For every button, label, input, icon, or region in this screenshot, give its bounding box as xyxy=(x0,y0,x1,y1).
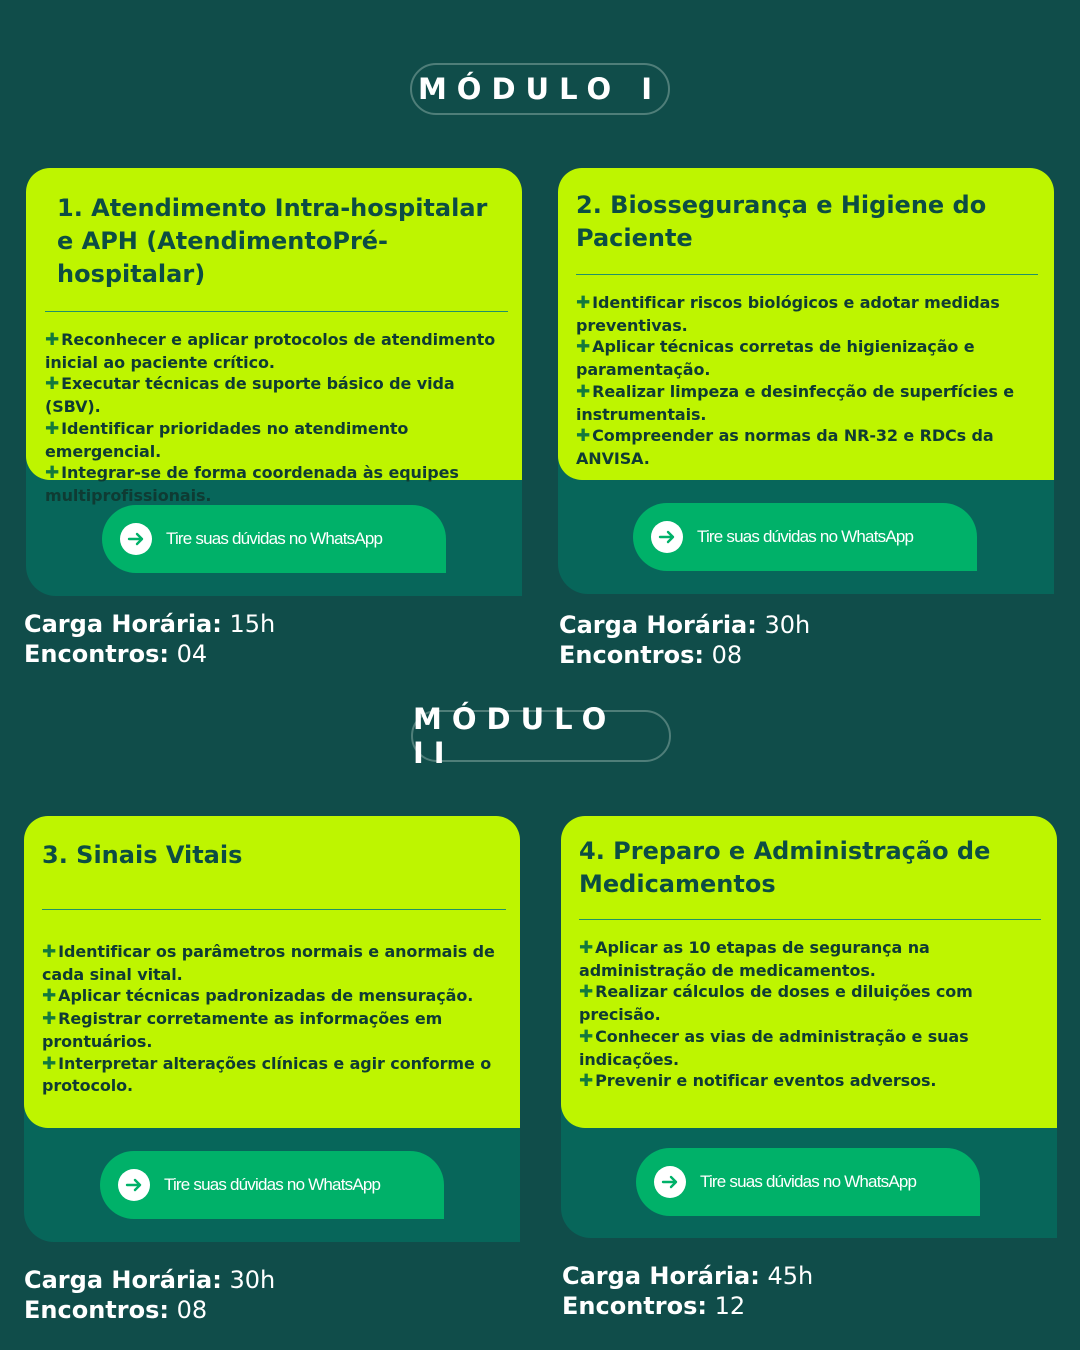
list-item: ✚ Prevenir e notificar eventos adversos. xyxy=(579,1071,937,1092)
plus-icon: ✚ xyxy=(579,982,594,1003)
list-item: ✚ Interpretar alterações clínicas e agir conforme o protocolo. xyxy=(42,1053,492,1096)
meetings-value: 08 xyxy=(176,1296,208,1324)
plus-icon: ✚ xyxy=(579,1026,594,1047)
arrow-right-icon xyxy=(120,523,152,555)
plus-icon: ✚ xyxy=(42,942,57,962)
meetings-value: 12 xyxy=(714,1292,746,1320)
objectives-list xyxy=(42,941,506,1097)
whatsapp-button[interactable] xyxy=(636,1148,980,1216)
objectives-list xyxy=(45,329,508,507)
card-title: 4. Preparo e Administração de Medicamentos xyxy=(579,837,991,898)
plus-icon: ✚ xyxy=(576,426,591,447)
list-item: ✚ Integrar-se de forma coordenada às equipes multiprofissionais. xyxy=(45,463,459,505)
plus-icon: ✚ xyxy=(576,293,591,313)
whatsapp-label: Tire suas dúvidas no WhatsApp xyxy=(700,1172,917,1191)
divider xyxy=(42,909,506,910)
plus-icon: ✚ xyxy=(45,418,60,439)
workload-value: 15h xyxy=(229,610,276,638)
list-item: ✚ Realizar limpeza e desinfecção de superfícies e instrumentais. xyxy=(576,381,1015,424)
meetings-value: 08 xyxy=(711,641,743,669)
whatsapp-button[interactable] xyxy=(100,1151,444,1219)
module-2-label: MÓDULO II xyxy=(411,710,671,762)
module-1-label: MÓDULO I xyxy=(410,63,670,115)
course-card-4 xyxy=(561,816,1057,1238)
course-card-2 xyxy=(558,168,1054,594)
card-title: 3. Sinais Vitais xyxy=(42,841,243,869)
course-card-1 xyxy=(26,168,522,596)
card-title: 1. Atendimento Intra-hospitalar e APH (AtendimentoPré-hospitalar) xyxy=(57,194,488,288)
meetings-value: 04 xyxy=(176,640,208,668)
workload-value: 30h xyxy=(764,611,811,639)
plus-icon: ✚ xyxy=(45,374,60,395)
divider xyxy=(45,311,508,312)
course-info-2: Carga Horária: 30h Encontros: 08 xyxy=(559,611,811,669)
plus-icon: ✚ xyxy=(576,337,591,358)
workload-value: 30h xyxy=(229,1266,276,1294)
list-item: ✚ Compreender as normas da NR-32 e RDCs da ANVISA. xyxy=(576,426,994,468)
list-item: ✚ Executar técnicas de suporte básico de vida (SBV). xyxy=(45,374,455,417)
arrow-right-icon xyxy=(651,521,683,553)
whatsapp-button[interactable] xyxy=(102,505,446,573)
list-item: ✚ Aplicar as 10 etapas de segurança na administração de medicamentos. xyxy=(579,938,930,980)
card-title: 2. Biossegurança e Higiene do Paciente xyxy=(576,191,987,252)
workload-value: 45h xyxy=(767,1262,814,1290)
arrow-right-icon xyxy=(118,1169,150,1201)
objectives-list xyxy=(576,292,1038,470)
list-item: ✚ Realizar cálculos de doses e diluições com precisão. xyxy=(579,982,973,1025)
divider xyxy=(576,274,1038,275)
course-card-3 xyxy=(24,816,520,1242)
course-info-1: Carga Horária: 15h Encontros: 04 xyxy=(24,610,276,668)
plus-icon: ✚ xyxy=(579,938,594,958)
plus-icon: ✚ xyxy=(42,986,57,1007)
whatsapp-label: Tire suas dúvidas no WhatsApp xyxy=(166,529,383,548)
plus-icon: ✚ xyxy=(45,330,60,350)
objectives-list xyxy=(579,937,1041,1093)
course-info-3: Carga Horária: 30h Encontros: 08 xyxy=(24,1266,276,1324)
list-item: ✚ Identificar prioridades no atendimento emergencial. xyxy=(45,418,409,461)
list-item: ✚ Aplicar técnicas padronizadas de mensuração. xyxy=(42,986,474,1007)
list-item: ✚ Reconhecer e aplicar protocolos de atendimento inicial ao paciente crítico. xyxy=(45,330,496,372)
whatsapp-label: Tire suas dúvidas no WhatsApp xyxy=(164,1175,381,1194)
divider xyxy=(579,919,1041,920)
whatsapp-label: Tire suas dúvidas no WhatsApp xyxy=(697,527,914,546)
list-item: ✚ Identificar riscos biológicos e adotar medidas preventivas. xyxy=(576,293,1000,335)
course-info-4: Carga Horária: 45h Encontros: 12 xyxy=(562,1262,814,1320)
plus-icon: ✚ xyxy=(42,1009,57,1030)
list-item: ✚ Identificar os parâmetros normais e anormais de cada sinal vital. xyxy=(42,942,495,984)
list-item: ✚ Conhecer as vias de administração e suas indicações. xyxy=(579,1026,969,1069)
list-item: ✚ Aplicar técnicas corretas de higienização e paramentação. xyxy=(576,337,975,380)
whatsapp-button[interactable] xyxy=(633,503,977,571)
plus-icon: ✚ xyxy=(576,381,591,402)
plus-icon: ✚ xyxy=(45,463,60,484)
arrow-right-icon xyxy=(654,1166,686,1198)
plus-icon: ✚ xyxy=(579,1071,594,1092)
plus-icon: ✚ xyxy=(42,1053,57,1074)
list-item: ✚ Registrar corretamente as informações em prontuários. xyxy=(42,1009,443,1051)
